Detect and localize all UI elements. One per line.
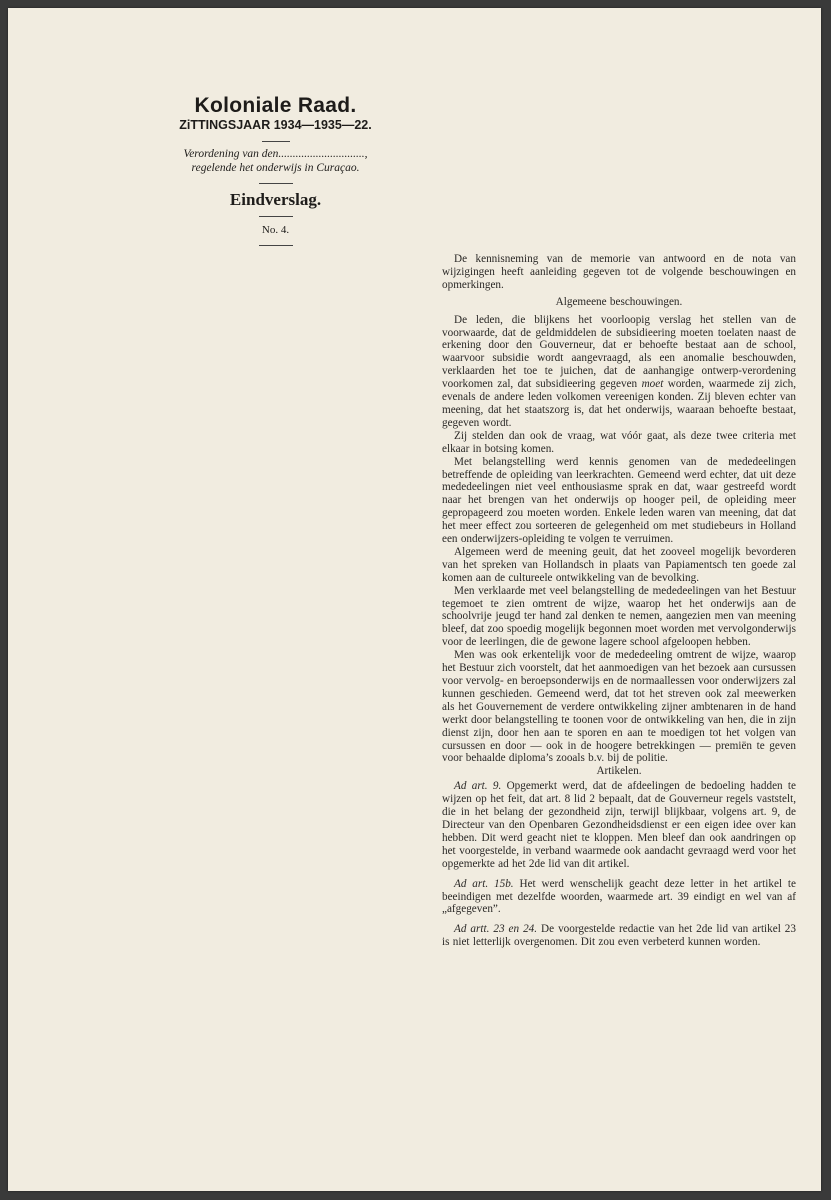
article-text: Opgemerkt werd, dat de afdeelingen de bedoeling hadden te wijzen op het feit, dat art. 8 lid 2 bepaalt, dat de Gouverneur regels vaststelt, die in het belang der gezondheid zijn, terwijl blijkbaar, volgens art. 9, de Directeur van den Openbaren Gezondheidsdienst er een eigen idee over kan hebben. Dit werd geacht niet te kloppen. Men bleef dan ook aandringen op het voorgestelde, in verband waarmede ook aandacht gevraagd werd voor het opgemerkte ad het 2de lid van dit artikel.: [442, 780, 797, 870]
article-label: Ad art. 9.: [454, 780, 502, 793]
article-text: Het werd wenschelijk geacht deze letter in het artikel te beeindigen met dezelfde woorden, waarmede art. 39 eindigt en wel van af „afgegeven”.: [442, 877, 796, 916]
article-label: Ad art. 15b.: [454, 877, 514, 890]
paragraph-text: De leden, die blijkens het voorloopig verslag het stellen van de voorwaarde, dat de geldmiddelen de subsidieering moeten toelaten naast de erkening door den Gouverneur, dat er behoefte bestaat aan de school, waarvoor subsidie wordt aangevraagd, als een anomalie beschouwden, verklaarden het toe te juichen, dat de aanhangige ontwerp-verordening voorkomen zal, dat subsidieering gegeven: [442, 313, 796, 391]
report-body: [442, 253, 796, 949]
paragraph: Zij stelden dan ook de vraag, wat vóór gaat, als deze twee criteria met elkaar in botsing komen.: [442, 429, 796, 455]
article-text: De voorgestelde redactie van het 2de lid van artikel 23 is niet letterlijk overgenomen. Dit zou even verbeterd kunnen worden.: [442, 923, 796, 949]
article-paragraph-23-24: [442, 923, 796, 949]
divider: [259, 183, 293, 184]
paragraph-text: worden, waarmede zij zich, evenals de andere leden volkomen vereenigen konden. Zij bleven echter van meening, dat het staatszorg is, dat het onderwijs, waaraan behoefte bestaat, gegeven wordt.: [442, 378, 796, 429]
document-header: [108, 93, 443, 246]
article-paragraph-15b: [442, 878, 796, 917]
emphasis-text: moet: [641, 378, 664, 391]
section-heading-general: Algemeene beschouwingen.: [555, 295, 683, 308]
report-number: No. 4.: [261, 224, 290, 236]
paragraph: Algemeen werd de meening geuit, dat het zooveel mogelijk bevorderen van het spreken van Hollandsch in plaats van Papiamentsch ten goede zal komen aan de cultureele ontwikkeling van de bevolking.: [442, 545, 796, 584]
paragraph: Men verklaarde met veel belangstelling de mededeelingen van het Bestuur tegemoet te zien omtrent de wijze, waarop het het onderwijs aan de schoolvrije jeugd ter hand zal denken te nemen, aangezien men van meening bleef, dat zoo spoedig mogelijk begonnen moet worden met vervolgonderwijs voor de leerlingen, die de gewone lagere school afgeloopen hebben.: [442, 584, 796, 649]
intro-paragraph: De kennisneming van de memorie van antwoord en de nota van wijzigingen heeft aanleiding gegeven tot de volgende beschouwingen en opmerkingen.: [442, 253, 796, 291]
ordinance-line-1: Verordening van den..............................,: [183, 148, 368, 160]
document-page: [8, 8, 821, 1191]
article-paragraph-9: [442, 780, 796, 870]
report-title: Eindverslag.: [229, 190, 322, 209]
session-year: ZiTTINGSJAAR 1934—1935—22.: [179, 118, 372, 132]
paragraph: [442, 314, 796, 430]
divider: [259, 216, 293, 217]
paragraph: Men was ook erkentelijk voor de mededeeling omtrent de wijze, waarop het Bestuur zich voorstelt, dat het aanmoedigen van het bezoek aan cursussen voor vervolg- en beroepsonderwijs en de normaallessen voor onderwijzers zal kunnen geschieden. Gemeend werd, dat tot het streven ook zal meewerken als het Gouvernement de verdere ontwikkeling zijner ambtenaren in de hand werkt door belangstelling te toonen voor de ontwikkeling van hen, die in zijn dienst zijn, door hen aan te sporen en aan te moedigen tot het volgen van cursussen en door — ook in de hoogere betrekkingen — premiën te geven voor behaalde diploma’s zooals b.v. bij de politie.: [442, 649, 796, 765]
council-title: Koloniale Raad.: [194, 94, 357, 117]
divider: [259, 245, 293, 246]
article-label: Ad artt. 23 en 24.: [454, 923, 538, 936]
ordinance-line-2: regelende het onderwijs in Curaçao.: [191, 162, 360, 174]
section-heading-articles: Artikelen.: [596, 765, 642, 778]
paragraph: Met belangstelling werd kennis genomen van de mededeelingen betreffende de opleiding van leerkrachten. Gemeend werd echter, dat uit deze mededeelingen niet veel enthousiasme sprak en dat, waar gestreefd wordt naar het brengen van het onderwijs op hooger peil, de opleiding meer gepropageerd zou moeten worden. Enkele leden waren van meening, dat dat het meer effect zou sorteeren de gelegenheid om met studiebeurs in Holland een onderwijzers-opleiding te volgen te verruimen.: [442, 455, 796, 546]
divider: [262, 141, 290, 142]
